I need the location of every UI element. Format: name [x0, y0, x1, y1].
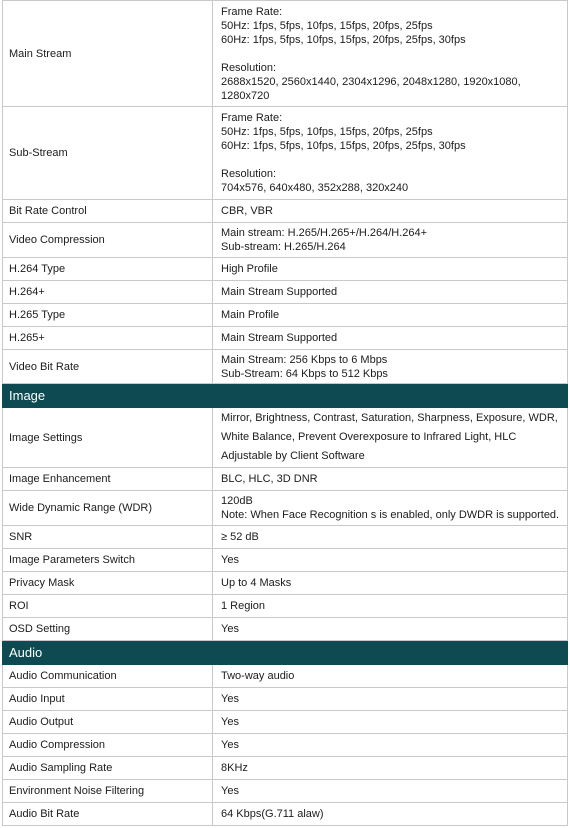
spec-row-environment-noise-filtering — [3, 780, 568, 803]
section-header-audio — [3, 641, 568, 665]
spec-key: Image Settings — [3, 408, 213, 468]
spec-value: Yes — [213, 618, 568, 641]
spec-value: High Profile — [213, 258, 568, 281]
spec-key: Audio Sampling Rate — [3, 757, 213, 780]
value-line: White Balance, Prevent Overexposure to Infrared Light, HLC — [221, 431, 517, 443]
frame-rate-label: Frame Rate: — [221, 112, 283, 124]
spec-table — [2, 0, 568, 826]
spec-row-h265-plus — [3, 327, 568, 350]
spec-row-wdr — [3, 491, 568, 526]
spec-key: Image Enhancement — [3, 468, 213, 491]
spec-row-privacy-mask — [3, 572, 568, 595]
spec-row-audio-output — [3, 711, 568, 734]
spec-value: ≥ 52 dB — [213, 526, 568, 549]
spec-key: SNR — [3, 526, 213, 549]
spec-key: H.264+ — [3, 281, 213, 304]
fps-60hz: 60Hz: 1fps, 5fps, 10fps, 15fps, 20fps, 25fps, 30fps — [221, 33, 466, 46]
spec-value — [213, 408, 568, 468]
spec-key: H.265 Type — [3, 304, 213, 327]
resolution-line: 1280x720 — [221, 89, 270, 102]
spec-value: BLC, HLC, 3D DNR — [213, 468, 568, 491]
spec-row-audio-compression — [3, 734, 568, 757]
value-line: 120dB — [221, 495, 253, 507]
spec-row-audio-bit-rate — [3, 803, 568, 826]
spec-key: Image Parameters Switch — [3, 549, 213, 572]
spec-row-audio-communication — [3, 665, 568, 688]
spec-value — [213, 223, 568, 258]
spec-key: Audio Bit Rate — [3, 803, 213, 826]
spec-value: Yes — [213, 711, 568, 734]
spec-row-sub-stream — [3, 107, 568, 200]
spec-row-image-settings — [3, 408, 568, 468]
fps-60hz: 60Hz: 1fps, 5fps, 10fps, 15fps, 20fps, 25fps, 30fps — [221, 140, 466, 152]
spec-value — [213, 107, 568, 200]
resolution-line: 704x576, 640x480, 352x288, 320x240 — [221, 182, 409, 194]
section-header-image — [3, 384, 568, 408]
spec-key: Audio Output — [3, 711, 213, 734]
spec-row-roi — [3, 595, 568, 618]
spec-value: Yes — [213, 780, 568, 803]
spec-key: Wide Dynamic Range (WDR) — [3, 491, 213, 526]
frame-rate-label: Frame Rate: — [221, 5, 283, 18]
spec-row-image-parameters-switch — [3, 549, 568, 572]
section-title: Audio — [3, 641, 568, 665]
spec-value: CBR, VBR — [213, 200, 568, 223]
spec-row-audio-sampling-rate — [3, 757, 568, 780]
spec-value: Main Stream Supported — [213, 281, 568, 304]
value-line: Main Stream: 256 Kbps to 6 Mbps — [221, 353, 388, 366]
spec-value: Two-way audio — [213, 665, 568, 688]
spec-row-audio-input — [3, 688, 568, 711]
spec-value: 64 Kbps(G.711 alaw) — [213, 803, 568, 826]
fps-50hz: 50Hz: 1fps, 5fps, 10fps, 15fps, 20fps, 25fps — [221, 126, 433, 138]
value-line: Note: When Face Recognition s is enabled, only DWDR is supported. — [221, 509, 560, 521]
spec-key: Sub-Stream — [3, 107, 213, 200]
value-line: Mirror, Brightness, Contrast, Saturation, Sharpness, Exposure, WDR, — [221, 412, 558, 424]
spec-key: Privacy Mask — [3, 572, 213, 595]
spec-value: Yes — [213, 734, 568, 757]
value-line: Adjustable by Client Software — [221, 450, 365, 462]
value-line: Sub-stream: H.265/H.264 — [221, 241, 346, 253]
spec-value — [213, 491, 568, 526]
spec-key: H.264 Type — [3, 258, 213, 281]
spec-value — [213, 1, 568, 107]
spec-key: Audio Communication — [3, 665, 213, 688]
spec-value: 1 Region — [213, 595, 568, 618]
spec-key: Main Stream — [3, 1, 213, 107]
spec-value: Main Stream Supported — [213, 327, 568, 350]
spec-key: H.265+ — [3, 327, 213, 350]
spec-row-bit-rate-control — [3, 200, 568, 223]
fps-50hz: 50Hz: 1fps, 5fps, 10fps, 15fps, 20fps, 25fps — [221, 19, 433, 32]
spec-key: Bit Rate Control — [3, 200, 213, 223]
spec-row-h265-type — [3, 304, 568, 327]
spec-sheet — [2, 0, 568, 826]
spec-key: Audio Input — [3, 688, 213, 711]
resolution-line: 2688x1520, 2560x1440, 2304x1296, 2048x1280, 1920x1080, — [221, 75, 521, 88]
spec-value: 8KHz — [213, 757, 568, 780]
spec-value: Main Profile — [213, 304, 568, 327]
spec-row-main-stream — [3, 1, 568, 107]
spec-key: Video Compression — [3, 223, 213, 258]
spec-row-image-enhancement — [3, 468, 568, 491]
spec-row-osd-setting — [3, 618, 568, 641]
section-title: Image — [3, 384, 568, 408]
resolution-label: Resolution: — [221, 168, 277, 180]
spec-value: Up to 4 Masks — [213, 572, 568, 595]
spec-row-video-bit-rate — [3, 350, 568, 384]
spec-key: Environment Noise Filtering — [3, 780, 213, 803]
spec-key: Audio Compression — [3, 734, 213, 757]
spec-row-snr — [3, 526, 568, 549]
spec-key: Video Bit Rate — [3, 350, 213, 384]
spec-value: Yes — [213, 688, 568, 711]
spec-row-h264-plus — [3, 281, 568, 304]
spec-row-h264-type — [3, 258, 568, 281]
spec-value: Yes — [213, 549, 568, 572]
spec-key: OSD Setting — [3, 618, 213, 641]
resolution-label: Resolution: — [221, 61, 277, 74]
spec-row-video-compression — [3, 223, 568, 258]
value-line: Sub-Stream: 64 Kbps to 512 Kbps — [221, 367, 388, 380]
spec-value — [213, 350, 568, 384]
spec-key: ROI — [3, 595, 213, 618]
value-line: Main stream: H.265/H.265+/H.264/H.264+ — [221, 227, 428, 239]
